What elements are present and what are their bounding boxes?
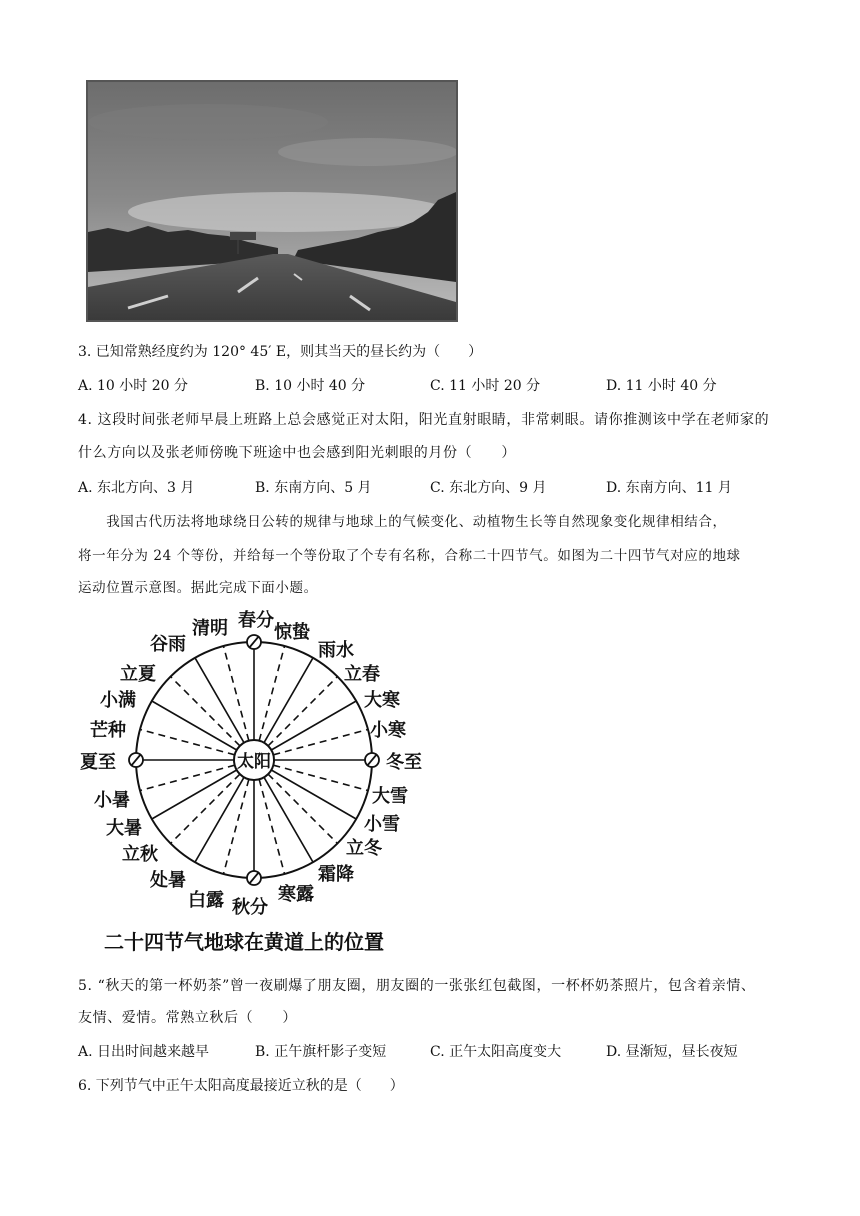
term-dashu: 大暑: [106, 818, 142, 839]
term-mangzhong: 芒种: [90, 720, 126, 741]
term-dahan: 大寒: [364, 690, 400, 711]
term-xiaohan: 小寒: [370, 720, 406, 741]
orbit-spoke: [140, 729, 235, 754]
highway-photo: [86, 80, 458, 322]
term-lixia: 立夏: [120, 664, 156, 685]
term-lidong: 立冬: [346, 838, 382, 859]
q4-option-a: A. 东北方向、3 月: [78, 480, 195, 496]
q5-option-a: A. 日出时间越来越早: [78, 1044, 210, 1060]
orbit-diagram-svg: [78, 600, 458, 920]
q5-option-d: D. 昼渐短，昼长夜短: [606, 1044, 738, 1060]
intro-line3: 运动位置示意图。据此完成下面小题。: [78, 580, 318, 596]
term-lichun: 立春: [344, 664, 380, 685]
orbit-spoke: [171, 774, 240, 843]
orbit-spoke: [273, 729, 368, 754]
term-shuangjiang: 霜降: [318, 864, 354, 885]
q5-option-b: B. 正午旗杆影子变短: [255, 1044, 387, 1060]
term-hanlu: 寒露: [278, 884, 314, 905]
intro-line2: 将一年分为 24 个等份，并给每一个等份取了个专有名称，合称二十四节气。如图为二十四节气对应的地球: [78, 548, 741, 564]
term-chushu: 处暑: [150, 870, 186, 891]
term-dongzhi: 冬至: [386, 752, 422, 773]
q3-option-c: C. 11 小时 20 分: [430, 378, 541, 394]
question-6-stem: 6. 下列节气中正午太阳高度最接近立秋的是（ ）: [78, 1078, 404, 1094]
term-xiaoshu: 小暑: [94, 790, 130, 811]
term-xiazhi: 夏至: [80, 752, 116, 773]
orbit-spoke: [223, 779, 248, 874]
orbit-spoke: [140, 765, 235, 790]
q3-option-a: A. 10 小时 20 分: [78, 378, 188, 394]
q4-option-b: B. 东南方向、5 月: [255, 480, 372, 496]
question-4-stem-line1: 4. 这段时间张老师早晨上班路上总会感觉正对太阳，阳光直射眼睛，非常刺眼。请你推测该中学在老师家的: [78, 412, 770, 428]
sun-label: 太阳: [237, 752, 271, 772]
question-5-stem-line2: 友情、爱情。常熟立秋后（ ）: [78, 1010, 297, 1026]
term-qingming: 清明: [192, 618, 228, 639]
term-yushui: 雨水: [318, 640, 354, 661]
orbit-spoke: [259, 779, 284, 874]
orbit-spoke: [268, 774, 337, 843]
term-liqiu: 立秋: [122, 844, 158, 865]
orbit-spoke: [273, 765, 368, 790]
term-chunfen: 春分: [238, 610, 274, 631]
term-jingzhe: 惊蛰: [274, 622, 310, 643]
term-guyu: 谷雨: [150, 634, 186, 655]
orbit-spoke: [268, 677, 337, 746]
diagram-caption: 二十四节气地球在黄道上的位置: [104, 930, 384, 954]
intro-line1: 我国古代历法将地球绕日公转的规律与地球上的气候变化、动植物生长等自然现象变化规律相结合，: [78, 514, 727, 530]
term-xiaoxue: 小雪: [364, 814, 400, 835]
orbit-spoke: [223, 646, 248, 741]
solar-terms-diagram: [78, 600, 458, 960]
q4-option-c: C. 东北方向、9 月: [430, 480, 547, 496]
term-xiaoman: 小满: [100, 690, 136, 711]
q3-option-d: D. 11 小时 40 分: [606, 378, 717, 394]
term-daxue: 大雪: [372, 786, 408, 807]
question-4-stem-line2: 什么方向以及张老师傍晚下班途中也会感到阳光刺眼的月份（ ）: [78, 445, 516, 461]
q3-option-b: B. 10 小时 40 分: [255, 378, 366, 394]
orbit-spoke: [171, 677, 240, 746]
orbit-spoke: [259, 646, 284, 741]
term-bailu: 白露: [188, 890, 224, 911]
question-3-stem: 3. 已知常熟经度约为 120° 45′ E，则其当天的昼长约为（ ）: [78, 344, 483, 360]
question-5-stem-line1: 5. “秋天的第一杯奶茶”曾一夜刷爆了朋友圈，朋友圈的一张张红包截图，一杯杯奶茶照片，包含着亲情、: [78, 978, 756, 994]
q5-option-c: C. 正午太阳高度变大: [430, 1044, 562, 1060]
term-qiufen: 秋分: [232, 897, 268, 918]
q4-option-d: D. 东南方向、11 月: [606, 480, 732, 496]
highway-sunrise-image: [88, 82, 456, 320]
